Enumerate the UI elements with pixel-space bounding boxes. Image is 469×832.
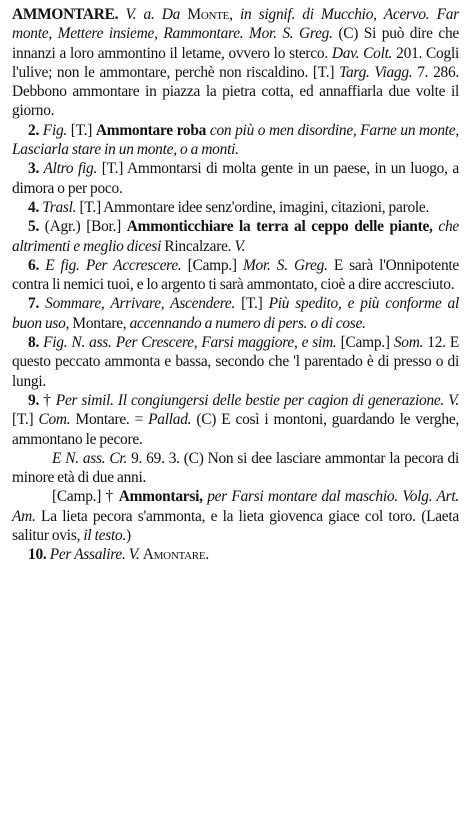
italic-text: accennando a numero di pers. o di cose. — [129, 314, 366, 332]
entry-paragraph — [12, 333, 463, 391]
italic-text: per Farsi montare dal maschio. Volg. Art. Am. — [12, 488, 462, 525]
text-run: [T.] Ammontarsi di molta gente in un paese, in un luogo, a dimora o per poco. — [12, 160, 463, 197]
bold-text: 2. — [28, 121, 40, 139]
text-run: Rincalzare. — [161, 237, 235, 255]
smallcaps-text: Amontare — [142, 546, 206, 564]
italic-text: con più o men disordine, Farne un monte, Lasciarla stare in un monte, o a monti. — [12, 121, 463, 159]
dictionary-entry-ammontare — [12, 5, 463, 565]
text-run: [Camp.] — [336, 334, 394, 352]
bold-text: 6. — [28, 256, 40, 274]
text-run: [Camp.] † — [52, 488, 119, 506]
italic-text: Com. — [38, 411, 71, 429]
text-run: [T.] — [235, 295, 269, 313]
entry-paragraph — [12, 159, 463, 198]
italic-text: Per Assalire. V. — [46, 546, 140, 564]
entry-paragraph — [12, 391, 463, 449]
entry-paragraph — [12, 121, 463, 160]
text-run: [T.] Ammontare idee senz'ordine, imagini, citazioni, parole. — [76, 198, 430, 216]
bold-text: AMMONTARE. — [12, 6, 119, 23]
text-run: 7. 286. Debbono ammontare in piazza la pietra cotta, ed annaffiarla due volte il giorno. — [12, 63, 463, 120]
italic-text: Per simil. Il congiungersi delle bestie per cagion di generazione. V. — [55, 391, 459, 409]
bold-text: 3. — [28, 160, 40, 178]
text-run: Montare, — [69, 314, 130, 332]
text-run: [T.] — [67, 121, 96, 139]
text-run: [Camp.] — [181, 256, 243, 274]
entry-paragraph — [12, 198, 459, 217]
italic-text: che altrimenti e meglio dicesi — [12, 218, 463, 255]
text-run: Montare. = — [70, 411, 149, 429]
italic-text: Fig. — [39, 121, 68, 139]
text-run: (Agr.) [Bor.] — [39, 218, 127, 236]
italic-text: E N. ass. Cr. — [52, 449, 128, 467]
bold-text: Ammontare roba — [95, 121, 207, 139]
bold-text: 7. — [28, 295, 40, 313]
entry-paragraph — [12, 5, 463, 121]
italic-text: V. a. Da — [118, 6, 188, 23]
italic-text: Som. — [393, 334, 424, 352]
italic-text: Più spedito, e più conforme al buon uso, — [12, 295, 463, 332]
bold-text: 10. — [28, 546, 47, 564]
entry-paragraph — [12, 449, 463, 488]
bold-text: 9. — [28, 391, 40, 409]
entry-paragraph — [12, 545, 459, 564]
bold-text: 5. — [28, 218, 40, 236]
entry-paragraph — [12, 217, 463, 256]
italic-text: il testo. — [83, 527, 127, 545]
text-run: 12. E questo peccato ammonta e bassa, secondo che 'l parentado è di presso o di lungi. — [12, 334, 463, 390]
italic-text: Targ. Viagg. — [339, 63, 413, 81]
italic-text: Fig. N. ass. Per Crescere, Farsi maggiore, e sim. — [39, 334, 337, 352]
italic-text: V. — [234, 237, 246, 255]
italic-text: Trasl. — [39, 198, 77, 216]
bold-text: Ammonticchiare la terra al ceppo delle piante, — [126, 218, 433, 236]
entry-paragraph — [12, 487, 463, 545]
bold-text: 4. — [28, 198, 40, 216]
italic-text: Altro fig. — [39, 160, 98, 178]
italic-text: Dav. Colt. — [331, 44, 393, 62]
entry-paragraph — [12, 294, 463, 333]
text-run: 201. Cogli l'ulive; non le ammontare, perchè non riscaldino. [T.] — [12, 44, 463, 81]
text-run: 9. 69. 3. (C) Non si dee lasciare ammontar la pecora di minore età di due anni. — [12, 449, 463, 487]
text-run: (C) Si può dire che innanzi a loro ammontino il letame, ovvero lo sterco. — [12, 25, 463, 62]
smallcaps-text: Monte — [187, 6, 230, 23]
text-run: La lieta pecora s'ammonta, e la lieta giovenca giace col toro. (Laeta salitur ovis, — [12, 507, 463, 545]
italic-text: Sommare, Arrivare, Ascendere. — [39, 295, 236, 313]
text-run: [T.] — [12, 391, 463, 429]
text-run: † — [39, 391, 56, 409]
bold-text: 8. — [28, 334, 40, 352]
entry-paragraph — [12, 256, 463, 295]
text-run: ) — [126, 527, 131, 545]
italic-text: , in signif. di Mucchio, Acervo. Far monte, Mettere insieme, Rammontare. Mor. S. Greg. — [12, 6, 463, 43]
italic-text: E fig. Per Accrescere. — [39, 256, 182, 274]
italic-text: Mor. S. Greg. — [242, 256, 328, 274]
bold-text: Ammontarsi, — [118, 488, 203, 506]
italic-text: Pallad. — [148, 411, 192, 429]
text-run: (C) E così i montoni, guardando le verghe, ammontano le pecore. — [12, 411, 463, 448]
text-run: . — [205, 546, 209, 564]
text-run: E sarà l'Onnipotente contra li nemici tuoi, e lo argento ti sarà ammontato, cioè a dire accresciuto. — [12, 256, 463, 294]
